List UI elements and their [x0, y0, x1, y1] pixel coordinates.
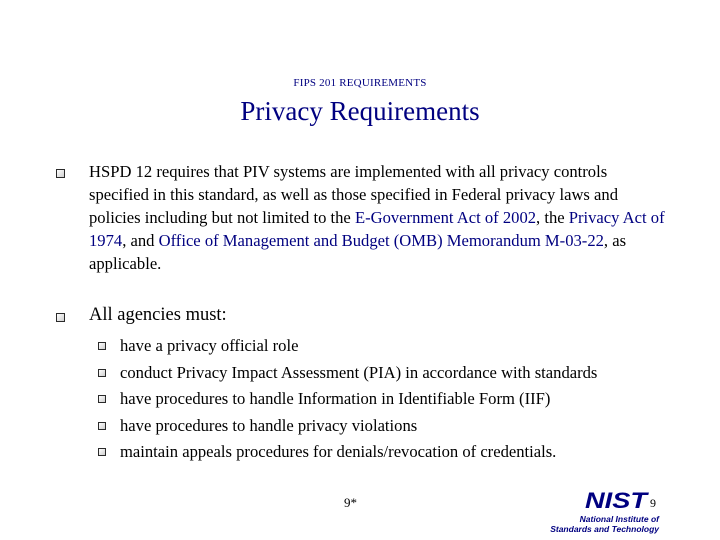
page-number: 9*: [344, 495, 357, 510]
hspd-paragraph: [89, 160, 669, 275]
agency-requirements-list: [98, 333, 597, 466]
slide-header: FIPS 201 REQUIREMENTS: [293, 77, 427, 89]
nist-logo: [544, 490, 659, 534]
omb-memo-link: Office of Management and Budget (OMB) Memorandum M-03-22: [158, 231, 604, 250]
list-item-text: maintain appeals procedures for denials/revocation of credentials.: [120, 442, 557, 461]
nist-logo-text: NIST: [585, 490, 649, 510]
square-bullet-icon: [98, 369, 106, 377]
square-bullet-icon: [56, 313, 65, 322]
list-item-text: have procedures to handle privacy violations: [120, 415, 418, 435]
square-bullet-icon: [56, 169, 65, 178]
list-item: [98, 413, 597, 440]
square-bullet-icon: [98, 395, 106, 403]
list-item: [98, 333, 597, 360]
egov-act-link: E-Government Act of 2002: [354, 208, 537, 227]
list-item-text: have a privacy official role: [120, 336, 299, 355]
paragraph-text: HSPD 12 requires that PIV systems are implemented with all privacy controls specified in this standard, as well as those specified in Federal privacy laws and policies including but not limited to the: [89, 162, 618, 227]
slide-title: Privacy Requirements: [240, 96, 480, 126]
paragraph-text: , the: [536, 208, 569, 227]
list-item: [98, 386, 597, 413]
corner-page-number: 9: [650, 496, 656, 510]
list-item-text: have procedures to handle Information in Identifiable Form (IIF): [120, 389, 551, 408]
list-item: [98, 360, 597, 387]
nist-logo-icon: [585, 490, 649, 510]
nist-subtitle-line: Standards and Technology: [550, 524, 659, 534]
list-item-text: conduct Privacy Impact Assessment (PIA) in accordance with standards: [120, 362, 598, 382]
agencies-heading: All agencies must:: [89, 305, 227, 325]
square-bullet-icon: [98, 422, 106, 430]
square-bullet-icon: [98, 342, 106, 350]
paragraph-text: , as applicable.: [89, 231, 627, 273]
privacy-act-link: Privacy Act of 1974: [89, 208, 665, 250]
nist-subtitle: [550, 514, 659, 534]
paragraph-text: , and: [122, 231, 159, 250]
list-item: [98, 439, 597, 466]
square-bullet-icon: [98, 448, 106, 456]
nist-subtitle-line: National Institute of: [579, 514, 659, 524]
